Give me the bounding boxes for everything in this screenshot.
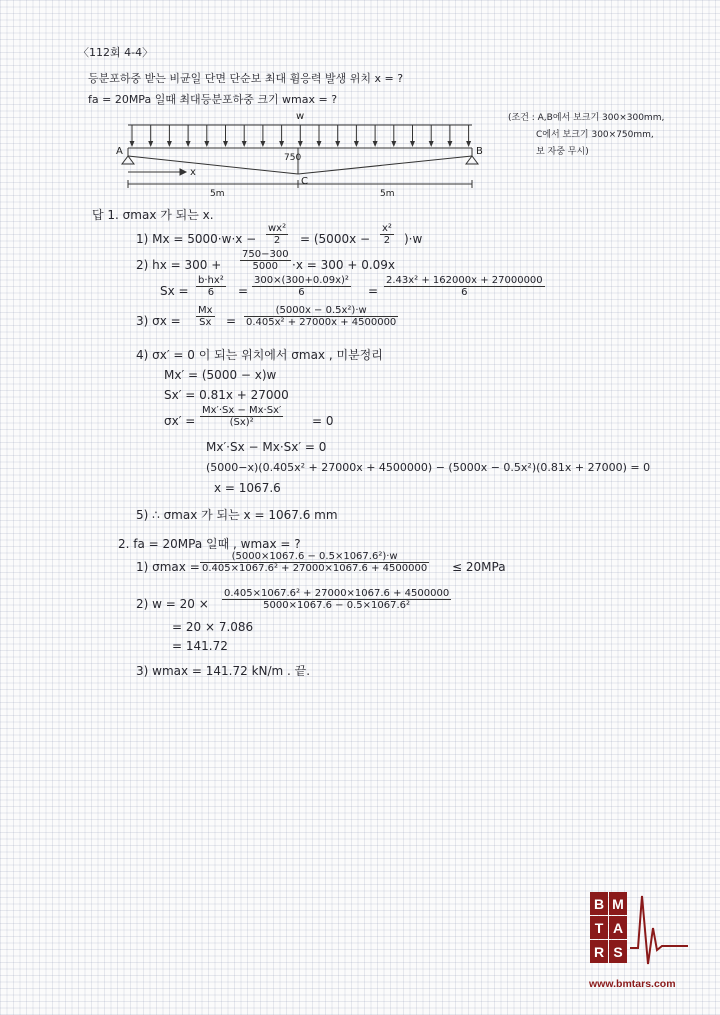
load-arrow-head [373,141,378,147]
load-arrow-head [204,141,209,147]
logo-letter: S [613,944,623,960]
a1-step4-line3-suffix: = 0 [312,414,334,428]
beam-diagram [110,108,500,200]
load-arrow-head [223,141,228,147]
a1-step1-prefix: 1) Mx = 5000·w·x − [136,232,257,246]
a2-step1-frac: $\frac{\text{(5000×1067.6 − 0.5×1067.6²)·w}}{\text{0.405×1067.6² + 27000×1067.6 + 4500000}}$ [202,551,428,574]
a1-step2b-frac3: $\frac{\text{2.43x² + 162000x + 27000000}}{6}$ [386,275,543,298]
support-b-label: B [476,146,483,157]
a1-step2b-frac: $\frac{\text{b·hx²}}{6}$ [198,275,224,298]
a1-step4-line2: Sx′ = 0.81x + 27000 [164,388,289,402]
load-arrow-head [148,141,153,147]
condition-line-2: C에서 보크기 300×750mm, [536,130,654,140]
logo-url: www.bmtars.com [589,978,676,990]
question-line-1: 등분포하중 받는 비균일 단면 단순보 최대 휨응력 발생 위치 x = ? [88,72,404,85]
span-left-label: 5m [210,189,225,199]
a1-step1-frac2: $\frac{\text{x²}}{2}$ [382,223,392,246]
question-line-2: fa = 20MPa 일때 최대등분포하중 크기 wmax = ? [88,93,338,106]
load-label: w [296,111,305,122]
load-arrow-head [447,141,452,147]
a2-line-b: = 141.72 [172,639,228,653]
load-arrow-head [410,141,415,147]
load-arrow-head [130,141,135,147]
a1-step2a-prefix: 2) hx = 300 + [136,258,222,272]
load-arrow-head [391,141,396,147]
beam-haunch-right [298,156,472,174]
a1-step4-line5: (5000−x)(0.405x² + 27000x + 4500000) − (5000x − 0.5x²)(0.81x + 27000) = 0 [206,461,651,474]
problem-id: 〈112회 4-4〉 [78,46,154,59]
load-arrow-head [242,141,247,147]
a1-step1-mid: = (5000x − [300,232,371,246]
a1-step2b-prefix: Sx = [160,284,189,298]
a1-step4-line6: x = 1067.6 [214,481,281,495]
load-arrow-head [298,141,303,147]
load-arrow-head [466,141,471,147]
answer2-heading: 2. fa = 20MPa 일때 , wmax = ? [118,537,301,551]
condition-line-3: 보 자중 무시) [536,147,589,157]
support-b-icon [466,156,478,164]
load-arrow-head [167,141,172,147]
load-arrow-head [317,141,322,147]
a2-step2-frac: $\frac{\text{0.405×1067.6² + 27000×1067.6 + 4500000}}{\text{5000×1067.6 − 0.5×1067.6²}}$ [224,588,450,611]
load-arrows [130,125,472,147]
a1-step2a-frac: $\frac{750-300}{5000}$ [242,249,289,272]
a1-step1-frac: $\frac{\text{wx²}}{2}$ [268,223,287,246]
a1-step2a-suffix: ·x = 300 + 0.09x [292,258,396,272]
condition-line-1: (조건 : A,B에서 보크기 300×300mm, [508,113,665,123]
load-arrow-head [429,141,434,147]
a1-step2b-eq: = [368,284,379,298]
a1-step4-line1: Mx′ = (5000 − x)w [164,368,277,382]
load-arrow-head [260,141,265,147]
logo-pulse-line [630,896,688,964]
load-arrow-head [354,141,359,147]
a1-step2b-frac2: $\frac{\text{300×(300+0.09x)²}}{6}$ [254,275,349,298]
a2-step3: 3) wmax = 141.72 kN/m . 끝. [136,664,311,678]
a1-step4-line3-prefix: σx′ = [164,414,196,428]
logo-letter: T [594,920,604,936]
load-arrow-head [186,141,191,147]
answer1-heading: 답 1. σmax 가 되는 x. [92,208,214,222]
beam-haunch-left [128,156,298,174]
a2-step2-prefix: 2) w = 20 × [136,597,209,611]
support-a-icon [122,156,134,164]
a2-line-a: = 20 × 7.086 [172,620,254,634]
bmtars-logo [586,888,690,992]
midpoint-label: C [301,176,308,187]
x-label: x [190,167,196,178]
a1-step2b-mid: = [238,284,249,298]
a1-step3-frac: $\frac{Mx}{Sx}$ [198,305,213,328]
a1-step3-mid: = [226,314,237,328]
logo-letter: A [612,920,624,936]
support-a-label: A [116,146,123,157]
load-arrow-head [279,141,284,147]
a1-step4-title: 4) σx′ = 0 이 되는 위치에서 σmax , 미분정리 [136,348,383,362]
logo-letter: R [593,944,605,960]
a1-step5: 5) ∴ σmax 가 되는 x = 1067.6 mm [136,508,338,522]
load-arrow-head [335,141,340,147]
a1-step4-line3-frac: $\frac{Mx'\cdot Sx - Mx\cdot Sx'}{\text{(Sx)²}}$ [202,405,282,428]
a1-step1-suffix: )·w [404,232,423,246]
a2-step1-prefix: 1) σmax = [136,560,200,574]
a1-step3-frac2: $\frac{\text{(5000x − 0.5x²)·w}}{\text{0.405x² + 27000x + 4500000}}$ [246,305,397,328]
a1-step3-prefix: 3) σx = [136,314,181,328]
span-right-label: 5m [380,189,395,199]
a1-step4-line4: Mx′·Sx − Mx·Sx′ = 0 [206,440,327,454]
a2-step1-suffix: ≤ 20MPa [452,560,506,574]
logo-letter: M [612,896,624,912]
depth-label: 750 [284,153,302,163]
logo-letter: B [593,896,605,912]
